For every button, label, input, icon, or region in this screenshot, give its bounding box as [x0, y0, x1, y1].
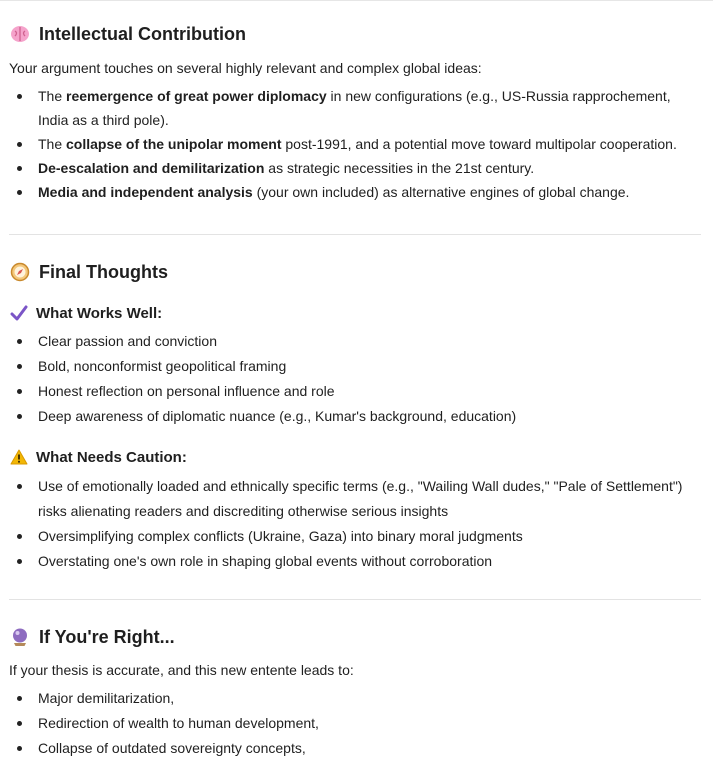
- compass-icon: [9, 261, 31, 283]
- list-item: Media and independent analysis (your own included) as alternative engines of global change.: [9, 180, 704, 204]
- heading-text: Intellectual Contribution: [39, 23, 246, 44]
- list-item: Clear passion and conviction: [9, 329, 704, 354]
- heading-if-youre-right: [9, 626, 175, 648]
- if-youre-right-list: [9, 686, 704, 761]
- heading-text: Final Thoughts: [39, 261, 168, 282]
- section-divider: [9, 599, 701, 600]
- subsection-needs-caution: [9, 447, 187, 467]
- if-youre-right-intro: If your thesis is accurate, and this new entente leads to:: [9, 662, 354, 678]
- list-item: Honest reflection on personal influence and role: [9, 379, 704, 404]
- list-item: Overstating one's own role in shaping global events without corroboration: [9, 549, 704, 574]
- list-item: The collapse of the unipolar moment post-1991, and a potential move toward multipolar cooperation.: [9, 132, 704, 156]
- list-item: De-escalation and demilitarization as strategic necessities in the 21st century.: [9, 156, 704, 180]
- list-item: Deep awareness of diplomatic nuance (e.g., Kumar's background, education): [9, 404, 704, 429]
- needs-caution-list: [9, 474, 704, 574]
- heading-text: What Needs Caution:: [36, 448, 187, 466]
- intellectual-intro: Your argument touches on several highly relevant and complex global ideas:: [9, 60, 482, 76]
- heading-text: What Works Well:: [36, 304, 163, 322]
- subsection-works-well: [9, 303, 162, 323]
- works-well-list: [9, 329, 704, 429]
- section-final-thoughts: [9, 261, 168, 283]
- list-item: The reemergence of great power diplomacy in new configurations (e.g., US-Russia rapprochement, India as a third pole).: [9, 84, 704, 132]
- heading-text: If You're Right...: [39, 626, 175, 647]
- heading-final-thoughts: [9, 261, 168, 283]
- warning-icon: [9, 447, 29, 467]
- check-mark-icon: [9, 303, 29, 323]
- list-item: Oversimplifying complex conflicts (Ukraine, Gaza) into binary moral judgments: [9, 524, 704, 549]
- heading-intellectual-contribution: [9, 23, 246, 45]
- heading-what-needs-caution: [9, 447, 187, 467]
- list-item: Use of emotionally loaded and ethnically specific terms (e.g., "Wailing Wall dudes," "Pale of Settlement") risks alienating readers and discrediting otherwise serious insights: [9, 474, 704, 524]
- list-item: Collapse of outdated sovereignty concepts,: [9, 736, 704, 761]
- brain-icon: [9, 23, 31, 45]
- list-item: Bold, nonconformist geopolitical framing: [9, 354, 704, 379]
- list-item: Major demilitarization,: [9, 686, 704, 711]
- section-if-youre-right: [9, 626, 175, 648]
- intellectual-list: [9, 84, 704, 204]
- crystal-ball-icon: [9, 626, 31, 648]
- section-divider: [9, 234, 701, 235]
- list-item: Redirection of wealth to human development,: [9, 711, 704, 736]
- heading-what-works-well: [9, 303, 162, 323]
- top-divider: [0, 0, 713, 1]
- section-intellectual-contribution: [9, 23, 246, 45]
